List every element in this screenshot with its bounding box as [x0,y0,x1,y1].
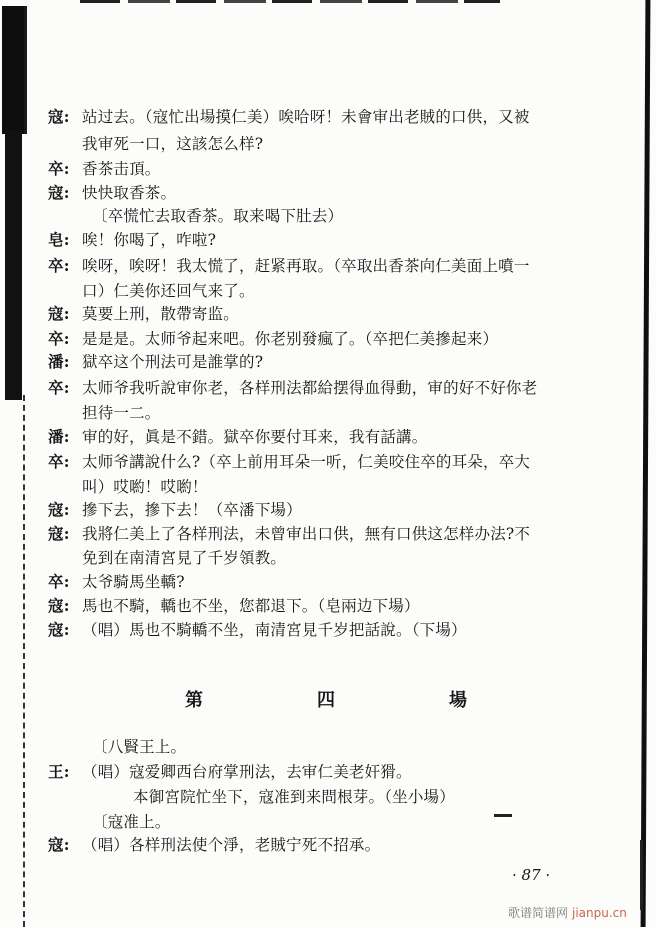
script-line-continuation [82,548,286,568]
line-text: 审的好，眞是不錯。獄卒你要付耳来，我有話講。 [82,428,428,446]
speaker-label: 寇: [48,107,70,126]
speaker-label: 寇: [48,835,70,854]
scan-mark [494,814,512,817]
speaker-label: 卒: [48,329,70,348]
script-line [48,524,530,544]
line-text: 〔寇准上。 [92,813,171,831]
watermark [508,904,627,921]
speaker-label: 卒: [48,452,70,471]
speaker-label: 寇: [48,596,70,615]
line-text: 〔卒慌忙去取香茶。取来喝下肚去） [92,207,344,225]
line-text: 本御宮院忙坐下，寇准到来問根芽。（坐小場） [133,788,455,806]
line-text: 担待一二。 [82,404,161,422]
speaker-label: 潘: [48,352,70,371]
line-text: 獄卒这个刑法可是誰掌的? [82,353,264,371]
script-line [48,329,498,349]
line-text: （唱）馬也不騎轎不坐，南清宮見千岁把話說。（下場） [82,621,467,639]
line-text: 叫）哎喲！哎喲！ [82,478,208,496]
scan-edge-left-shadow [2,6,27,134]
script-line [48,352,263,372]
script-line-continuation [82,403,161,423]
script-line [48,572,185,592]
script-line [48,427,427,447]
speaker-label: 寇: [48,304,70,323]
script-line [48,620,467,640]
page-number: · 87 · [512,866,551,884]
watermark-latin: jianpu.cn [572,906,627,920]
line-text: 我审死一口，这該怎么样? [82,135,264,153]
line-text: 馬也不騎，轎也不坐，您都退下。（皂兩边下場） [82,597,420,615]
line-text: 口）仁美你还回气来了。 [82,282,255,300]
watermark-chinese: 歌谱简谱网 [508,906,569,920]
stage-direction [92,206,343,226]
line-text: 〔八賢王上。 [92,738,187,756]
line-text: 是是是。太师爷起来吧。你老别發瘋了。（卒把仁美摻起来） [82,330,499,348]
speaker-label: 潘: [48,427,70,446]
script-line [48,159,161,179]
line-text: （唱）各样刑法使个淨，老賊宁死不招承。 [82,836,381,854]
speaker-label: 卒: [48,159,70,178]
script-line [48,500,302,520]
script-line [48,452,530,472]
script-line-continuation [82,477,208,497]
speaker-label: 寇: [48,620,70,639]
section-heading: 第 四 場 [185,690,515,711]
speaker-label: 皂: [48,230,70,249]
line-text: 太师爷我听說审你老，各样刑法都給摆得血得動，审的好不好你老 [82,379,538,397]
script-line [48,835,380,855]
line-text: 唉呀，唉呀！我太慌了，赶紧再取。（卒取出香茶向仁美面上噴一 [82,257,530,275]
line-text: 唉！你喝了，咋啦? [82,231,217,249]
speaker-label: 王: [48,762,70,781]
scan-edge-right-line [640,840,643,910]
line-text: （唱）寇爱卿西台府掌刑法，去审仁美老奸猾。 [82,763,412,781]
line-text: 太爷騎馬坐轎? [82,573,185,591]
line-text: 摻下去，摻下去！（卒潘下場） [82,501,302,519]
stage-direction [92,737,186,757]
speaker-label: 卒: [48,572,70,591]
line-text: 太师爷講說什么?（卒上前用耳朵一听，仁美咬住卒的耳朵，卒大 [82,453,531,471]
line-text: 莫要上刑，散帶寄监。 [82,305,240,323]
script-line [48,107,530,127]
script-line [48,230,216,250]
script-line-continuation [82,281,255,301]
scan-edge-left-shadow [5,130,22,400]
stage-direction [92,812,171,832]
scan-edge-left-line [23,395,25,927]
line-text: 快快取香茶。 [82,184,177,202]
script-line [48,596,420,616]
script-line [48,762,412,782]
speaker-label: 寇: [48,524,70,543]
speaker-label: 卒: [48,378,70,397]
script-line [48,304,239,324]
line-text: 免到在南清宮見了千岁領教。 [82,549,287,567]
script-line [48,183,176,203]
speaker-label: 卒: [48,256,70,275]
speaker-label: 寇: [48,183,70,202]
line-text: 我將仁美上了各样刑法，未曾审出口供，無有口供这怎样办法?不 [82,525,531,543]
line-text: 站过去。（寇忙出場摸仁美）唉哈呀！未會审出老賊的口供，又被 [82,108,530,126]
verse-line [133,787,455,807]
speaker-label: 寇: [48,500,70,519]
line-text: 香茶击頂。 [82,160,161,178]
scan-edge-right-line [641,0,651,927]
script-line-continuation [82,134,263,154]
script-line [48,378,537,398]
scan-edge-top [80,0,500,3]
script-line [48,256,530,276]
